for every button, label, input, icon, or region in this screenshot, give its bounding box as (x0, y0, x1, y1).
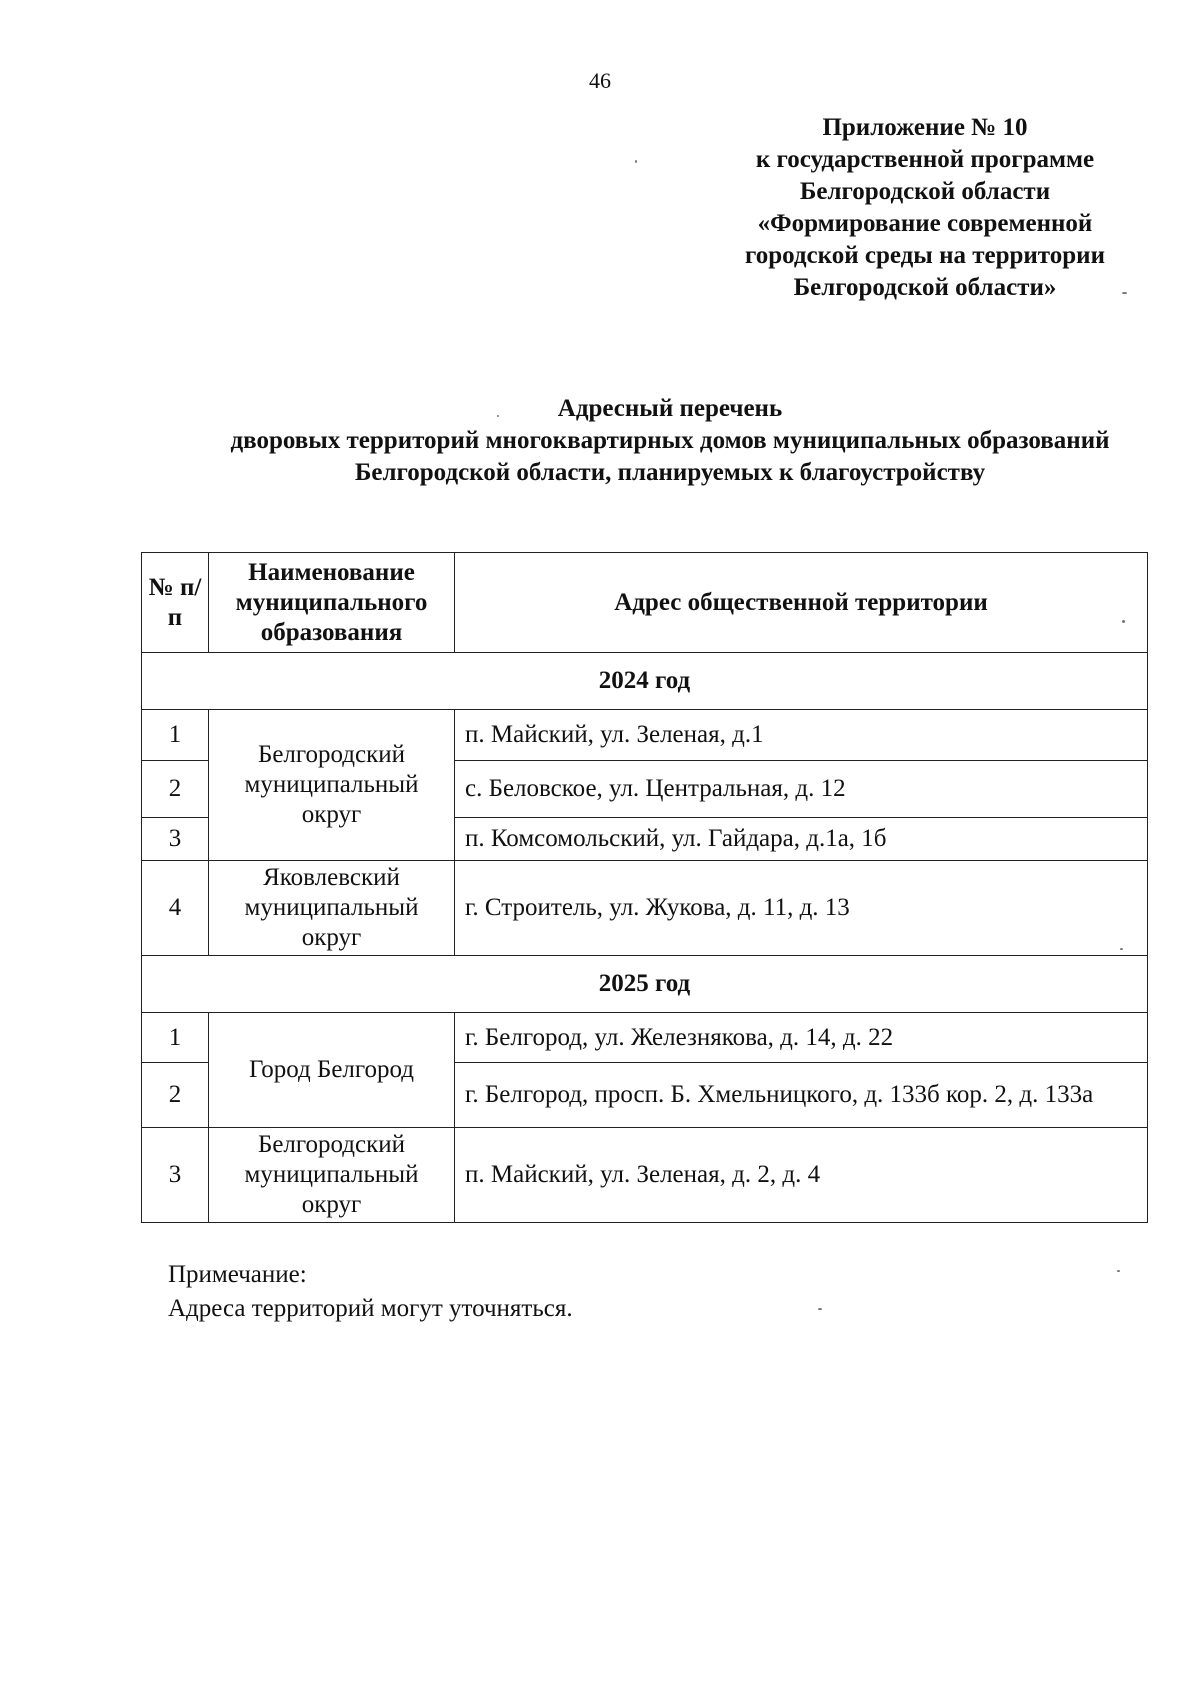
row-address: п. Майский, ул. Зеленая, д. 2, д. 4 (455, 1128, 1148, 1223)
table-row (142, 861, 1148, 956)
table-header-row (142, 553, 1148, 653)
scan-speck (818, 1308, 822, 1310)
appendix-header (700, 112, 1150, 304)
year-label: 2025 год (142, 956, 1148, 1013)
row-num: 2 (142, 761, 209, 818)
scan-speck (635, 160, 637, 163)
header-municipality: Наименование муниципального образования (209, 553, 455, 653)
row-address: п. Майский, ул. Зеленая, д.1 (455, 710, 1148, 761)
year-label: 2024 год (142, 653, 1148, 710)
list-title-line: Белгородской области, планируемых к благоустройству (354, 459, 986, 486)
row-municipality: Белгородский муниципальный округ (209, 710, 455, 861)
appendix-line: к государственной программе (755, 146, 1095, 173)
year-row (142, 653, 1148, 710)
note-block (168, 1258, 573, 1326)
list-title (140, 393, 1200, 489)
scan-speck (1117, 1270, 1120, 1272)
row-address: п. Комсомольский, ул. Гайдара, д.1а, 1б (455, 818, 1148, 861)
row-address: г. Белгород, ул. Железнякова, д. 14, д. 22 (455, 1013, 1148, 1063)
appendix-line: городской среды на территории (745, 242, 1105, 269)
address-table (141, 552, 1148, 1223)
scan-speck (497, 415, 499, 417)
scan-speck (1122, 620, 1125, 623)
note-text: Адреса территорий могут уточняться. (168, 1295, 573, 1322)
note-label: Примечание: (168, 1261, 307, 1288)
row-address: г. Строитель, ул. Жукова, д. 11, д. 13 (455, 861, 1148, 956)
appendix-line: «Формирование современной (757, 210, 1093, 237)
table-row (142, 1128, 1148, 1223)
row-num: 1 (142, 710, 209, 761)
scan-speck (1120, 948, 1123, 950)
row-address: с. Беловское, ул. Центральная, д. 12 (455, 761, 1148, 818)
row-num: 4 (142, 861, 209, 956)
page-number: 46 (589, 68, 611, 93)
appendix-line: Белгородской области» (793, 274, 1057, 301)
year-row (142, 956, 1148, 1013)
row-num: 3 (142, 818, 209, 861)
table-row (142, 710, 1148, 761)
appendix-line: Приложение № 10 (822, 114, 1028, 141)
scan-speck (1122, 292, 1127, 294)
row-num: 2 (142, 1063, 209, 1128)
header-address: Адрес общественной территории (455, 553, 1148, 653)
appendix-line: Белгородской области (799, 178, 1051, 205)
row-municipality: Белгородский муниципальный округ (209, 1128, 455, 1223)
table-row (142, 1013, 1148, 1063)
row-municipality: Город Белгород (209, 1013, 455, 1128)
row-num: 3 (142, 1128, 209, 1223)
header-num: № п/п (142, 553, 209, 653)
list-title-line: Адресный перечень (557, 395, 783, 422)
list-title-line: дворовых территорий многоквартирных домов муниципальных образований (230, 427, 1110, 454)
row-address: г. Белгород, просп. Б. Хмельницкого, д. 133б кор. 2, д. 133а (455, 1063, 1148, 1128)
row-municipality: Яковлевский муниципальный округ (209, 861, 455, 956)
row-num: 1 (142, 1013, 209, 1063)
